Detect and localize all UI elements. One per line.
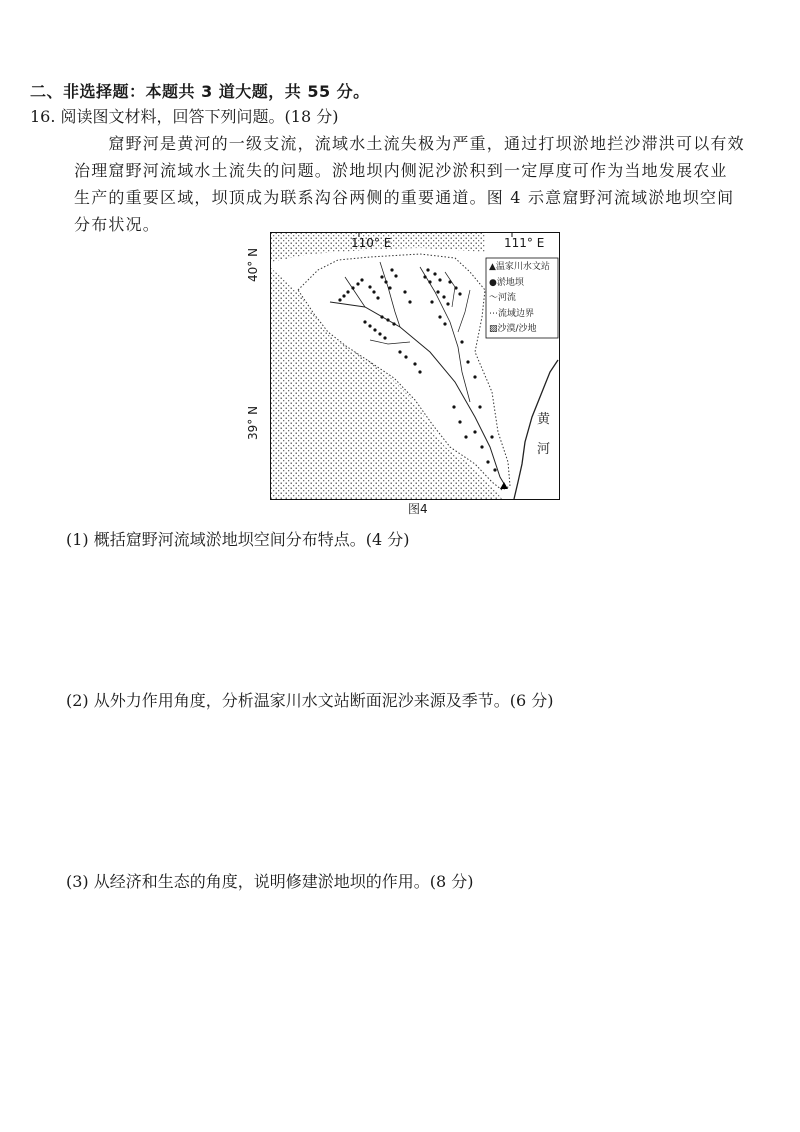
yellow-river-label: 黄河 (537, 412, 551, 457)
legend-label: 温家川水文站 (495, 262, 550, 272)
boundary-legend-icon: ⋯ (489, 308, 498, 319)
legend-item (489, 276, 561, 292)
lon-label: 110° E (351, 236, 392, 250)
paragraph-line: 分布状况。 (74, 215, 161, 234)
lat-label: 40° N (246, 247, 260, 282)
station-legend-icon: ▲ (489, 262, 496, 272)
legend-label: 流域边界 (498, 308, 535, 319)
question-paragraph (74, 130, 764, 238)
section-title: 二、非选择题：本题共 3 道大题，共 55 分。 (30, 82, 370, 101)
legend-label: 沙漠/沙地 (497, 324, 537, 334)
subquestion-2: (2) 从外力作用角度，分析温家川水文站断面泥沙来源及季节。(6 分) (66, 691, 554, 710)
legend-label: 淤地坝 (496, 277, 524, 288)
map-legend (489, 260, 561, 338)
legend-item (489, 260, 561, 276)
dam-legend-icon: ● (489, 277, 497, 288)
question-header: 16. 阅读图文材料，回答下列问题。(18 分) (30, 107, 339, 126)
subquestion-3: (3) 从经济和生态的角度，说明修建淤地坝的作用。(8 分) (66, 872, 474, 891)
paragraph-line: 窟野河是黄河的一级支流，流域水土流失极为严重，通过打坝淤地拦沙滞洪可以有效 (74, 134, 745, 153)
legend-label: 河流 (498, 293, 517, 303)
river-legend-icon: 〜 (489, 293, 499, 303)
legend-item (489, 307, 561, 323)
subquestion-1: (1) 概括窟野河流域淤地坝空间分布特点。(4 分) (66, 530, 410, 549)
paragraph-line: 生产的重要区域，坝顶成为联系沟谷两侧的重要通道。图 4 示意窟野河流域淤地坝空间 (74, 188, 735, 207)
lat-label: 39° N (246, 405, 260, 440)
lon-label: 111° E (504, 236, 545, 250)
legend-item (489, 322, 561, 338)
figure-caption: 图4 (408, 502, 428, 516)
legend-item (489, 291, 561, 307)
paragraph-line: 治理窟野河流域水土流失的问题。淤地坝内侧泥沙淤积到一定厚度可作为当地发展农业 (74, 161, 728, 180)
desert-legend-icon: ▨ (489, 324, 498, 334)
